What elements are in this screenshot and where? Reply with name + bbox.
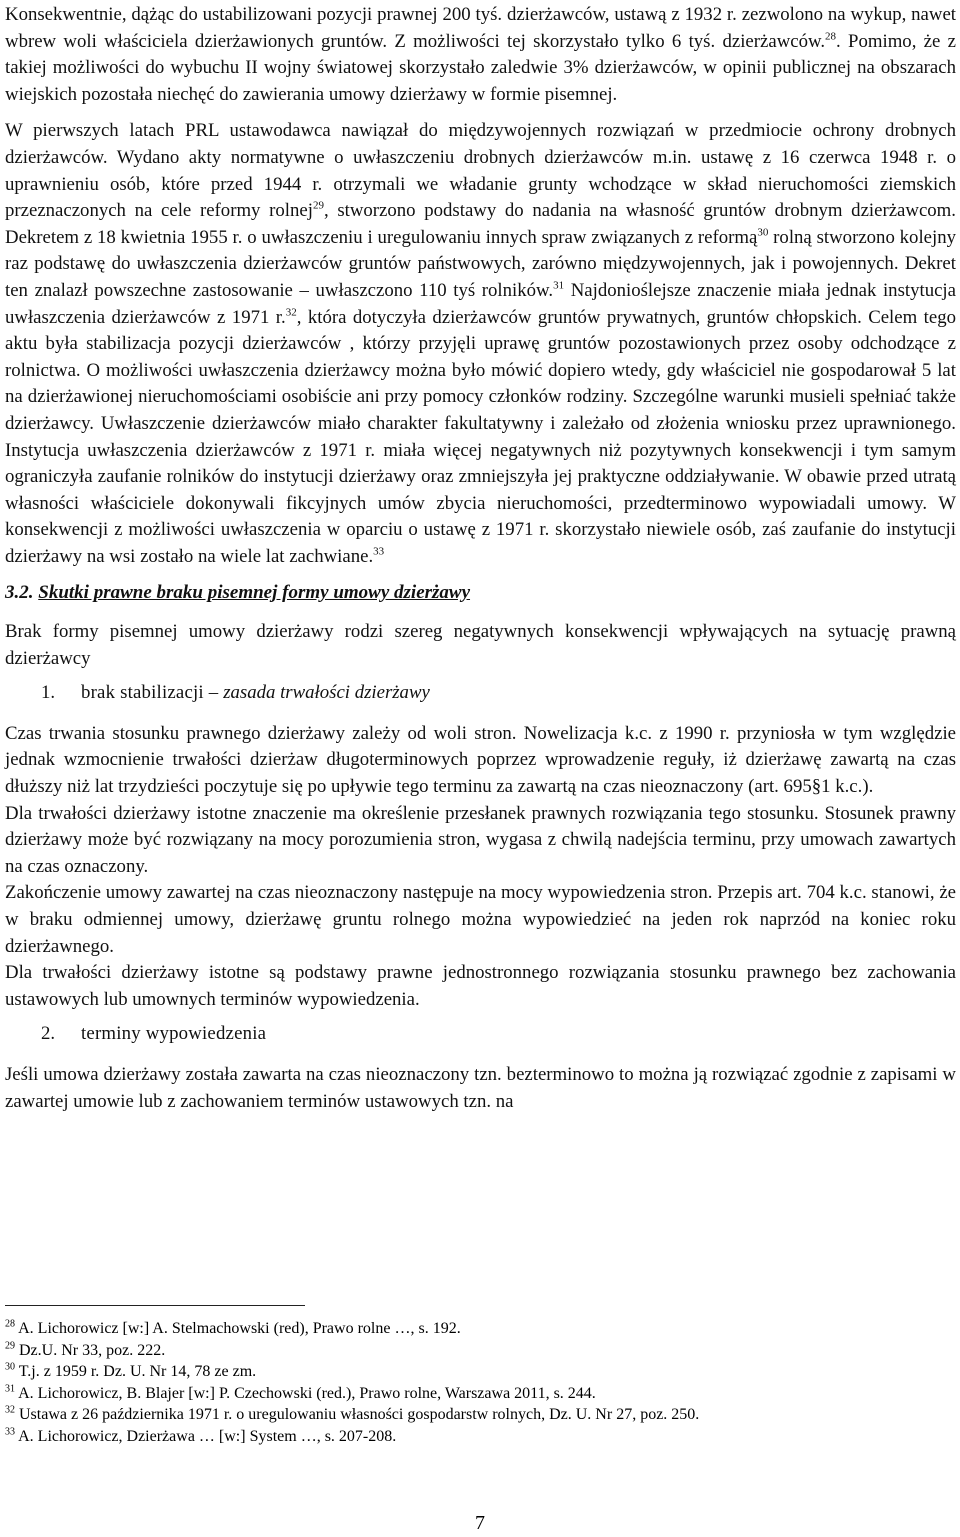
paragraph-indefinite-term: Jeśli umowa dzierżawy została zawarta na czas nieoznaczony tzn. bezterminowo to można ją rozwiązać zgodnie z zapisami w zawartej umowie lub z zachowaniem terminów ustawowych tzn. na — [5, 1063, 956, 1112]
footnote — [5, 1383, 956, 1405]
paragraph-prl-enfranchisement — [5, 118, 956, 570]
paragraph-unilateral: Dla trwałości dzierżawy istotne są podstawy prawne jednostronnego rozwiązania stosunku prawnego bez zachowania ustawowych lub umownych terminów wypowiedzenia. — [5, 962, 956, 1010]
footnote-text: Dz.U. Nr 33, poz. 222. — [15, 1341, 166, 1359]
footnote — [5, 1426, 956, 1448]
paragraph-text: Konsekwentnie, dążąc do ustabilizowani pozycji prawnej 200 tyś. dzierżawców, ustawą z 1932 r. zezwolono na wykup, nawet wbrew woli właściciela dzierżawionych gruntów. Z możliwości tej skorzystało tylko 6 tyś. dzierżawców. — [5, 4, 956, 52]
footnote-ref[interactable]: 30 — [757, 226, 769, 239]
paragraph-intro: Brak formy pisemnej umowy dzierżawy rodzi szereg negatywnych konsekwencji wpływających na sytuację prawną dzierżawcy — [5, 621, 956, 669]
list-number: 1. — [41, 682, 56, 704]
footnote — [5, 1318, 956, 1340]
paragraph-duration: Czas trwania stosunku prawnego dzierżawy zależy od woli stron. Nowelizacja k.c. z 1990 r. przyniosła w tym względzie jednak wzmocnienie trwałości dzierżaw długoterminowych poprzez wprowadzenie reguły, iż dzierżawę zawartą na czas dłuższy niż lat trzydzieści poczytuje się po upływie tego terminu za zawartą na czas nieoznaczony (art. 695§1 k.c.). — [5, 722, 956, 798]
footnote-ref[interactable]: 29 — [312, 199, 324, 212]
section-number: 3.2. — [5, 582, 34, 604]
footnote-number: 30 — [5, 1361, 15, 1373]
footnote — [5, 1361, 956, 1383]
footnote-number: 32 — [5, 1404, 15, 1416]
list-number: 2. — [41, 1023, 56, 1045]
footnote — [5, 1340, 956, 1362]
footnote-number: 31 — [5, 1383, 15, 1395]
footnote-ref[interactable]: 31 — [553, 279, 565, 292]
page-number: 7 — [475, 1512, 485, 1534]
paragraph-interwar-tenancy — [5, 2, 956, 108]
paragraph-text: rolną stworzono kolejny raz podstawę do uwłaszczenia dzierżawców gruntów państwowych, zarówno międzywojennych, jak i powojennych. Dekret ten znalazł powszechne zastosowanie – uwłaszczono 110 tyś rolników. — [5, 226, 956, 301]
paragraph-text: W pierwszych latach PRL ustawodawca nawiązał do międzywojennych rozwiązań w przedmiocie ochrony drobnych dzierżawców. Wydano akty normatywne o uwłaszczeniu drobnych dzierżawców m.in. ustawę z 16 czerwca 1948 r. o uprawnieniu osób, które przed 1944 r. otrzymali we władanie grunty wchodzące w skład nieruchomości ziemskich przeznaczonych na cele reformy rolnej — [5, 120, 956, 222]
footnote-text: A. Lichorowicz, Dzierżawa … [w:] System …, s. 207-208. — [15, 1427, 397, 1445]
section-heading — [5, 580, 956, 607]
list-item-text: terminy wypowiedzenia — [81, 1023, 267, 1045]
paragraph-text: , stworzono podstawy do nadania na własność gruntów drobnym dzierżawcom. Dekretem z 18 kwietnia 1955 r. o uwłaszczeniu i uregulowaniu innych spraw związanych z reformą — [5, 200, 956, 248]
paragraph-text: . Pomimo, że z takiej możliwości do wybuchu II wojny światowej skorzystało zaledwie 3% dzierżawców, w opinii publicznej na obszarach wiejskich pozostała niechęć do zawierania umowy dzierżawy w formie pisemnej. — [5, 30, 956, 105]
footnote-ref[interactable]: 32 — [285, 306, 297, 319]
footnote-number: 28 — [5, 1318, 15, 1330]
footnote — [5, 1404, 956, 1426]
list-item-stability — [41, 680, 956, 707]
footnote-separator — [5, 1305, 305, 1306]
paragraph-termination-grounds: Dla trwałości dzierżawy istotne znaczenie ma określenie przesłanek prawnych rozwiązania tego stosunku. Stosunek prawny dzierżawy może być rozwiązany na mocy porozumienia stron, wygasa z chwilą nadejścia terminu, przy umowach zawartych na czas oznaczony. — [5, 802, 956, 877]
footnote-ref[interactable]: 33 — [373, 545, 385, 558]
list-item-notice-periods — [41, 1021, 956, 1048]
section-title: Skutki prawne braku pisemnej formy umowy dzierżawy — [38, 582, 471, 604]
paragraph-notice: Zakończenie umowy zawartej na czas nieoznaczony następuje na mocy wypowiedzenia stron. Przepis art. 704 k.c. stanowi, że w braku odmiennej umowy, dzierżawę gruntu rolnego można wypowiedzieć na jeden rok naprzód na koniec roku dzierżawnego. — [5, 882, 956, 957]
paragraph-text: , która dotyczyła dzierżawców gruntów prywatnych, gruntów chłopskich. Celem tego aktu była stabilizacja pozycji dzierżawców , którzy przyjęli uprawę gruntów pozostawionych przez osoby odchodzące z rolnictwa. O możliwości uwłaszczenia dzierżawcy można było mówić dopiero wtedy, gdy właściciel nie gospodarował 5 lat na dzierżawionej nieruchomościami osobiście ani przy pomocy członków rodziny. Szczególne warunki musieli spełniać także dzierżawcy. Uwłaszczenie dzierżawców miało charakter fakultatywny i zależało od złożenia wniosku przez uprawnionego. Instytucja uwłaszczenia dzierżawców z 1971 r. miała więcej negatywnych niż pozytywnych konsekwencji i tym samym ograniczyła zaufanie rolników do instytucji dzierżawy oraz zmniejszyła jej praktyczne oddziaływanie. W obawie przed utratą własności właściciele dokonywali fikcyjnych umów zbycia nieruchomości, przedterminowo wypowiadali umowy. W konsekwencji z możliwości uwłaszczenia w oparciu o ustawę z 1971 r. skorzystało niewiele osób, zaś zaufanie do instytucji dzierżawy na wsi zostało na wiele lat zachwiane. — [5, 306, 956, 567]
list-item-italic: zasada trwałości dzierżawy — [223, 682, 430, 704]
footnote-ref[interactable]: 28 — [825, 30, 837, 43]
footnote-text: A. Lichorowicz, B. Blajer [w:] P. Czechowski (red.), Prawo rolne, Warszawa 2011, s. 244. — [15, 1384, 596, 1402]
paragraph-text: Najdonioślejsze znaczenie miała jednak instytucja uwłaszczenia dzierżawców z 1971 r. — [5, 279, 956, 328]
footnote-text: Ustawa z 26 października 1971 r. o uregulowaniu własności gospodarstw rolnych, Dz. U. Nr 27, poz. 250. — [15, 1406, 700, 1423]
list-item-text: brak stabilizacji – — [81, 682, 224, 704]
footnote-number: 33 — [5, 1426, 15, 1438]
footnote-text: A. Lichorowicz [w:] A. Stelmachowski (red), Prawo rolne …, s. 192. — [15, 1320, 461, 1337]
footnote-number: 29 — [5, 1340, 15, 1352]
footnote-text: T.j. z 1959 r. Dz. U. Nr 14, 78 ze zm. — [15, 1363, 257, 1380]
footnotes-section — [5, 1305, 956, 1447]
